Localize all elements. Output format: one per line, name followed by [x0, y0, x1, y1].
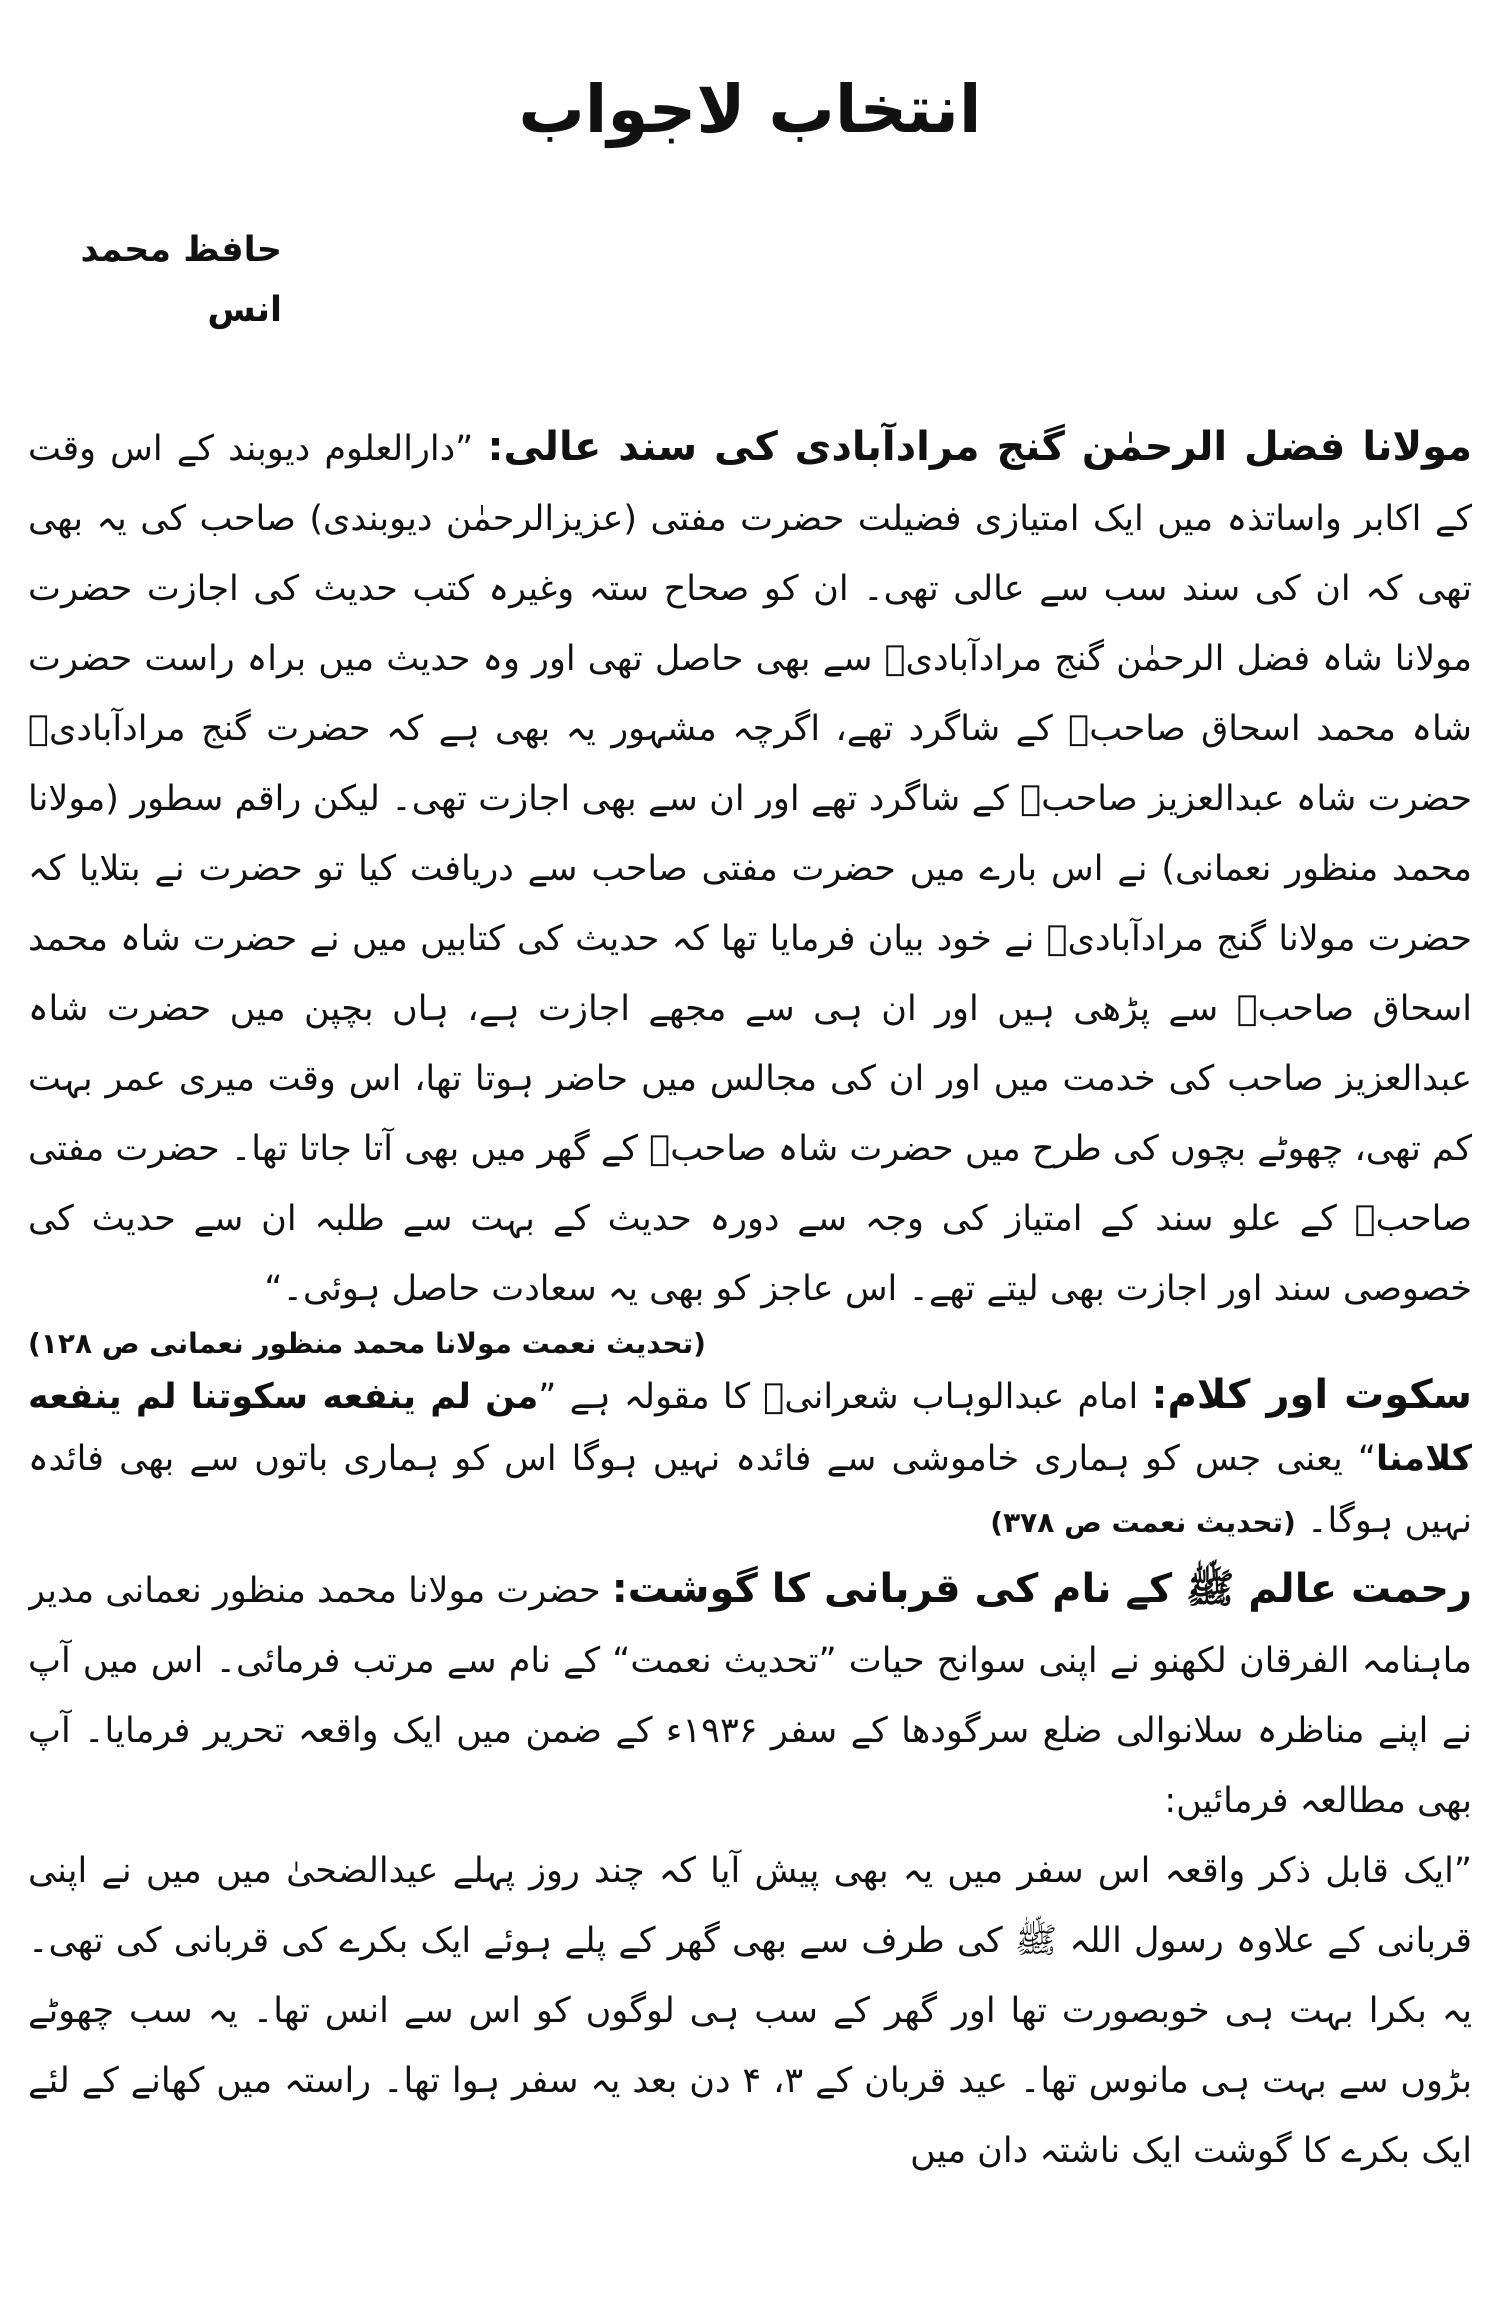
section-reference: (تحدیث نعمت مولانا محمد منظور نعمانی ص ۱۲۸): [28, 1327, 706, 1360]
section-sanad: [28, 412, 1472, 1324]
section-body: “ یعنی جس کو ہماری خاموشی سے فائدہ نہیں ہوگا اس کو ہماری باتوں سے بھی فائدہ نہیں ہوگا۔: [28, 1439, 1472, 1541]
section-qurbani: [28, 1554, 1472, 1836]
section-heading: سکوت اور کلام:: [1151, 1372, 1472, 1418]
section-sukoot: [28, 1364, 1472, 1554]
section-body: حضرت مولانا محمد منظور نعمانی مدیر ماہنامہ الفرقان لکھنو نے اپنی سوانح حیات ”تحدیث نعمت“ کے نام سے مرتب فرمائی۔ اس میں آپ نے اپنے مناظرہ سلانوالی ضلع سرگودھا کے سفر ۱۹۳۶ء کے ضمن میں ایک واقعہ تحریر فرمایا۔ آپ بھی مطالعہ فرمائیں:: [28, 1571, 1472, 1821]
page-title: انتخاب لاجواب: [518, 71, 982, 148]
arabic-quote: من لم ینفعه سکوتنا لم ینفعه کلامنا: [28, 1377, 1472, 1479]
author-name: حافظ محمد انس: [80, 230, 282, 330]
section-intro: امام عبدالوہاب شعرانیؒ کا مقولہ ہے ”: [538, 1377, 1139, 1417]
section-heading: رحمت عالم ﷺ کے نام کی قربانی کا گوشت:: [611, 1566, 1472, 1612]
section-reference: (تحدیث نعمت ص ۳۷۸): [990, 1506, 1296, 1539]
section-heading: مولانا فضل الرحمٰن گنج مرادآبادی کی سند عالی:: [487, 424, 1472, 470]
section-body: ”دارالعلوم دیوبند کے اس وقت کے اکابر واساتذہ میں ایک امتیازی فضیلت حضرت مفتی (عزیزالرحمٰن دیوبندی) صاحب کی یہ بھی تھی کہ ان کی سند سب سے عالی تھی۔ ان کو صحاح ستہ وغیرہ کتب حدیث کی اجازت حضرت مولانا شاہ فضل الرحمٰن گنج مرادآبادیؒ سے بھی حاصل تھی اور وہ حدیث میں براہ راست حضرت شاہ محمد اسحاق صاحبؒ کے شاگرد تھے، اگرچہ مشہور یہ بھی ہے کہ حضرت گنج مرادآبادیؒ حضرت شاہ عبدالعزیز صاحبؒ کے شاگرد تھے اور ان سے بھی اجازت تھی۔ لیکن راقم سطور (مولانا محمد منظور نعمانی) نے اس بارے میں حضرت مفتی صاحب سے دریافت کیا تو حضرت نے بتلایا کہ حضرت مولانا گنج مرادآبادیؒ نے خود بیان فرمایا تھا کہ حدیث کی کتابیں میں نے حضرت شاہ محمد اسحاق صاحبؒ سے پڑھی ہیں اور ان ہی سے مجھے اجازت ہے، ہاں بچپن میں حضرت شاہ عبدالعزیز صاحب کی خدمت میں اور ان کی مجالس میں حاضر ہوتا تھا، اس وقت میری عمر بہت کم تھی، چھوٹے بچوں کی طرح میں حضرت شاہ صاحبؒ کے گھر میں بھی آتا جاتا تھا۔ حضرت مفتی صاحبؒ کے علو سند کے امتیاز کی وجہ سے دورہ حدیث کے بہت سے طلبہ ان سے حدیث کی خصوصی سند اور اجازت بھی لیتے تھے۔ اس عاجز کو بھی یہ سعادت حاصل ہوئی۔“: [28, 429, 1472, 1309]
document-page: [28, 60, 1472, 2290]
section-body: ”ایک قابل ذکر واقعہ اس سفر میں یہ بھی پیش آیا کہ چند روز پہلے عیدالضحیٰ میں میں نے اپنی قربانی کے علاوہ رسول اللہ ﷺ کی طرف سے بھی گھر کے پلے ہوئے ایک بکرے کی قربانی کی تھی۔ یہ بکرا بہت ہی خوبصورت تھا اور گھر کے سب ہی لوگوں کو اس سے انس تھا۔ یہ سب چھوٹے بڑوں سے بہت ہی مانوس تھا۔ عید قربان کے ۳، ۴ دن بعد یہ سفر ہوا تھا۔ راستہ میں کھانے کے لئے ایک بکرے کا گوشت ایک ناشتہ دان میں: [28, 1851, 1472, 2171]
section-waqia: [28, 1836, 1472, 2186]
